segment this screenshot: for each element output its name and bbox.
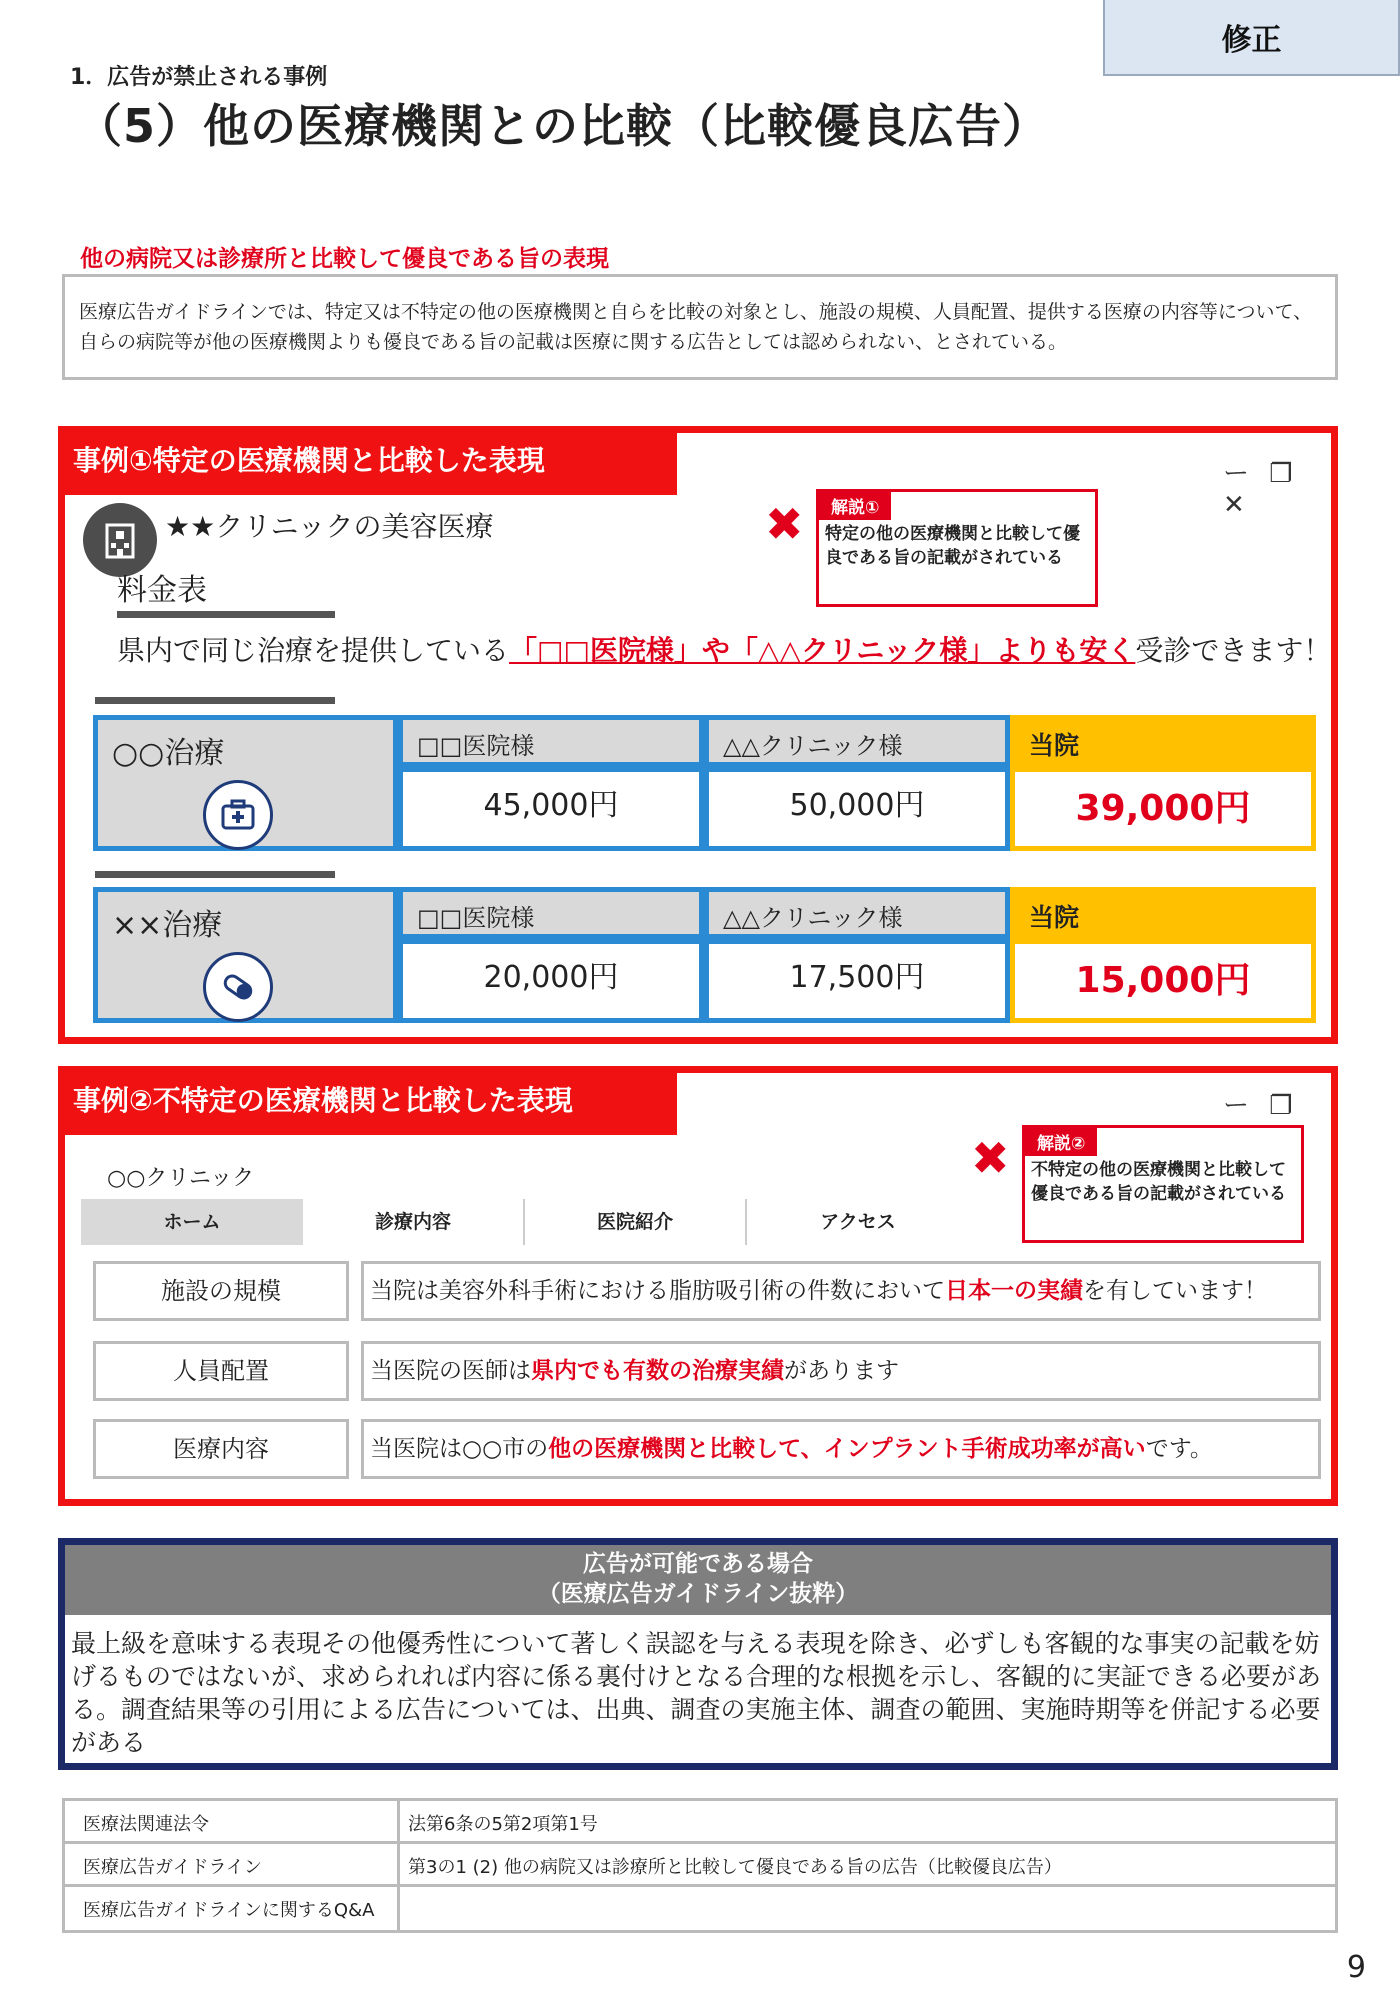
note1-text: 特定の他の医療機関と比較して優良である旨の記載がされている bbox=[825, 524, 1080, 568]
prohibited-x-icon: ✖ bbox=[971, 1131, 1010, 1185]
divider bbox=[95, 697, 335, 704]
note2-text: 不特定の他の医療機関と比較して優良である旨の記載がされている bbox=[1031, 1160, 1286, 1204]
case2-panel bbox=[58, 1066, 1338, 1506]
tab-about[interactable]: 医院紹介 bbox=[525, 1199, 747, 1245]
row-text: 当院は美容外科手術における脂肪吸引術の件数において日本一の実績を有しています！ bbox=[361, 1261, 1321, 1321]
case2-title: 事例②不特定の医療機関と比較した表現 bbox=[65, 1073, 677, 1135]
site-nav-tabs bbox=[81, 1199, 969, 1245]
ref-key: 医療広告ガイドラインに関するQ&A bbox=[65, 1887, 400, 1930]
price-cell-ours: 15,000円 bbox=[1010, 939, 1316, 1023]
case1-clinic-name: ★★クリニックの美容医療 bbox=[165, 510, 494, 543]
note2-tag: 解説② bbox=[1025, 1127, 1097, 1156]
allowed-body: 最上級を意味する表現その他優秀性について著しく誤認を与える表現を除き、必ずしも客観的な事実の記載を妨げるものではないが、求められれば内容に係る裏付けとなる合理的な根拠を示し、客観的に実証できる必要がある。調査結果等の引用による広告については、出典、調査の実施主体、調査の範囲、実施時期等を併記する必要がある bbox=[71, 1629, 1322, 1757]
case1-claim: 県内で同じ治療を提供している「□□医院様」や「△△クリニック様」よりも安く受診できます！ bbox=[117, 634, 1332, 667]
intro-box bbox=[62, 274, 1338, 380]
ref-key: 医療広告ガイドライン bbox=[65, 1844, 400, 1884]
section-label: 1．広告が禁止される事例 bbox=[70, 65, 328, 90]
table-row bbox=[65, 1801, 1335, 1844]
price-table bbox=[93, 887, 1316, 1023]
price-cell: 17,500円 bbox=[704, 939, 1010, 1023]
row-label: 医療内容 bbox=[93, 1419, 349, 1479]
price-table bbox=[93, 715, 1316, 851]
case2-clinic-name: ○○クリニック bbox=[107, 1166, 255, 1191]
divider bbox=[117, 611, 335, 618]
page-number: 9 bbox=[1346, 1950, 1366, 1985]
column-header: △△クリニック様 bbox=[704, 887, 1010, 939]
window-controls[interactable]: ー ❐ bbox=[1223, 1091, 1299, 1121]
allowed-box bbox=[58, 1538, 1338, 1770]
treatment-name: ××治療 bbox=[93, 887, 398, 1023]
window-controls[interactable]: ー ❐ ✕ bbox=[1223, 459, 1299, 520]
divider bbox=[95, 871, 335, 878]
column-header-ours: 当院 bbox=[1010, 887, 1316, 939]
price-cell: 50,000円 bbox=[704, 767, 1010, 851]
row-label: 施設の規模 bbox=[93, 1261, 349, 1321]
tab-services[interactable]: 診療内容 bbox=[303, 1199, 525, 1245]
table-row bbox=[65, 1887, 1335, 1930]
revision-badge: 修正 bbox=[1103, 0, 1400, 76]
treatment-name: ○○治療 bbox=[93, 715, 398, 851]
note1-tag: 解説① bbox=[819, 491, 891, 520]
ref-key: 医療法関連法令 bbox=[65, 1801, 400, 1841]
ref-value bbox=[400, 1887, 1335, 1930]
price-list-label: 料金表 bbox=[117, 573, 207, 608]
subheading: 他の病院又は診療所と比較して優良である旨の表現 bbox=[80, 246, 609, 272]
case1-title: 事例①特定の医療機関と比較した表現 bbox=[65, 433, 677, 495]
row-label: 人員配置 bbox=[93, 1341, 349, 1401]
medical-kit-icon bbox=[203, 780, 273, 850]
price-cell: 45,000円 bbox=[398, 767, 704, 851]
ref-value: 法第6条の5第2項第1号 bbox=[408, 1814, 598, 1835]
case1-panel bbox=[58, 426, 1338, 1044]
tab-home[interactable]: ホーム bbox=[81, 1199, 303, 1245]
intro-text: 医療広告ガイドラインでは、特定又は不特定の他の医療機関と自らを比較の対象とし、施設の規模、人員配置、提供する医療の内容等について、自らの病院等が他の医療機関よりも優良である旨の記載は医療に関する広告としては認められない、とされている。 bbox=[79, 301, 1313, 353]
row-text: 当医院の医師は県内でも有数の治療実績があります bbox=[361, 1341, 1321, 1401]
column-header: □□医院様 bbox=[398, 887, 704, 939]
price-cell-ours: 39,000円 bbox=[1010, 767, 1316, 851]
row-text: 当医院は○○市の他の医療機関と比較して、インプラント手術成功率が高いです。 bbox=[361, 1419, 1321, 1479]
allowed-header: 広告が可能である場合 （医療広告ガイドライン抜粋） bbox=[65, 1545, 1331, 1615]
column-header: △△クリニック様 bbox=[704, 715, 1010, 767]
column-header-ours: 当院 bbox=[1010, 715, 1316, 767]
tab-access[interactable]: アクセス bbox=[820, 1211, 896, 1233]
ref-value: 第3の1 (2) 他の病院又は診療所と比較して優良である旨の広告（比較優良広告） bbox=[408, 1857, 1062, 1878]
pill-icon bbox=[203, 952, 273, 1022]
column-header: □□医院様 bbox=[398, 715, 704, 767]
reference-table bbox=[62, 1798, 1338, 1933]
page-title: （5）他の医療機関との比較（比較優良広告） bbox=[76, 99, 1050, 153]
price-cell: 20,000円 bbox=[398, 939, 704, 1023]
prohibited-x-icon: ✖ bbox=[765, 497, 804, 551]
table-row bbox=[65, 1844, 1335, 1887]
